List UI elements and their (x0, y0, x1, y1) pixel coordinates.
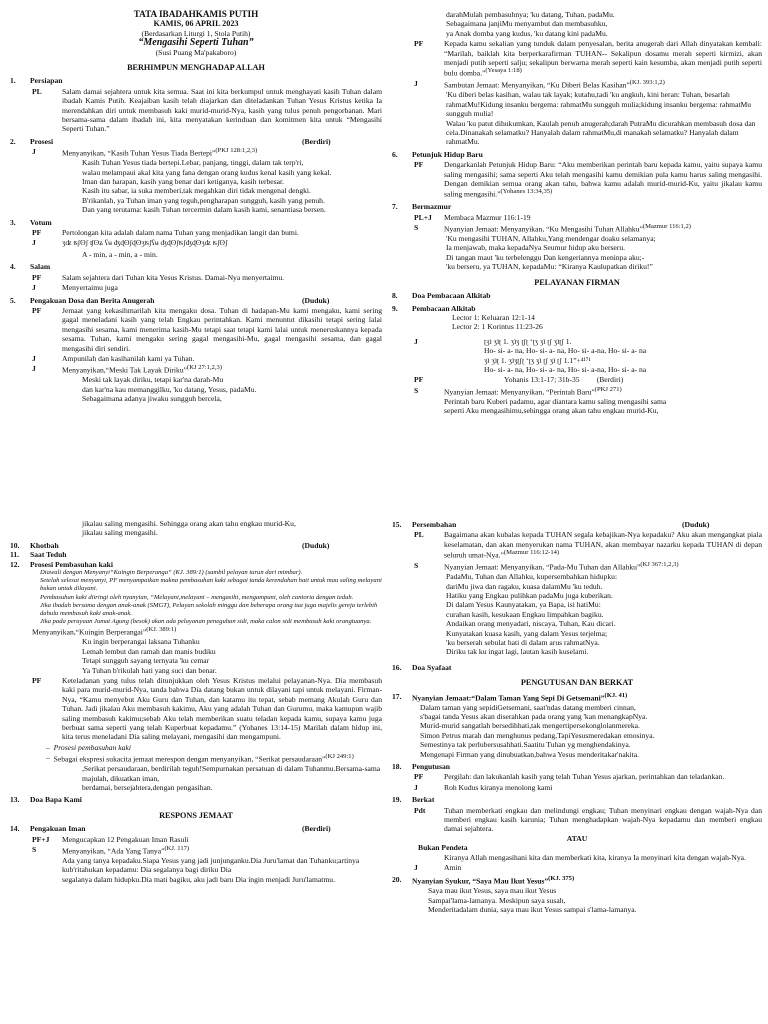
item-saat-teduh: 11. Saat Teduh (10, 550, 67, 560)
item-pengakuan-iman: 14. Pengakuan Iman (Berdiri) (10, 824, 331, 834)
item-pengutusan: 18. Pengutusan (392, 761, 450, 771)
liturgy-basis: (Berdasarkan Liturgi 1, Stola Putih) (141, 28, 251, 38)
item-doa-syafaat: 16. Doa Syafaat (392, 662, 452, 672)
item-doa-bapa-kami: 13. Doa Bapa Kami (10, 795, 82, 805)
service-title: TATA IBADAHKAMIS PUTIH (133, 9, 259, 19)
persiapan-text: Salam damai sejahtera untuk kita semua. Saat ini kita berkumpul untuk menghayati kasih Tuhan dalam ibadah Kamis Putih. Keajaiban kasih telah diajarkan dan diteladankan Tuhan Yesus Kristus ketika Ia merendahkan diri untuk membasuh kaki murid-murid-Nya, kasih yang tulus penuh pengorbanan. Mari bersama-sama dalam ibadah ini, kita menyatakan kerinduan dan komitmen kita untuk “Mengasihi Seperti Tuhan.” (62, 86, 382, 134)
item-persiapan: 1. Persiapan (10, 76, 63, 86)
item-persembahan: 15. Persembahan (Duduk) (392, 520, 710, 529)
left-top-column: TATA IBADAHKAMIS PUTIH KAMIS, 06 APRIL 2023 (Berdasarkan Liturgi 1, Stola Putih) “Mengasihi Seperti Tuhan” (Susi Puang Ma'pakaboro) BERHIMPUN MENGHADAP ALLAH 1. Persiapan PL Salam damai sejahtera untuk kita semua. Saat ini kita berkumpul untuk menghayati kasih Tuhan dalam ibadah Kamis Putih. Keajaiban kasih telah diajarkan dan diteladankan Tuhan Yesus Kristus ketika Ia merendahkan diri untuk membasuh kaki murid-murid-Nya, kasih yang tulus penuh pengorbanan. Mari bersama-sama dalam ibadah ini, kita menyatakan kerinduan dan komitmen kita untuk “Mengasihi Seperti Tuhan.” 2. Prosesi (Berdiri) J Menyanyikan, “Kasih Tuhan Yesus Tiada Bertepi”$^{(PKJ 128:1,2,3)}$ Kasih Tuhan Yesus tiada bertepi.Lebar, panjang, tinggi, dalam tak terp'ri, walau melampaui akal kita yang fana dengan orang kudus kenal kasih yang kekal. Iman dan harapan, kasih yang benar dari ketiganya, kasih terbesar. Kasih itu sabar, ia suka memberi,tak megahkan diri tidak mengenal dengki. B'rikanlah, ya Tuhan iman yang teguh,pengharapan sungguh, kasih yang penuh. Dan yang terutama: kasih Tuhan tercermin dalam kasih kami, senantiasa bersen. 3. Votum PF Pertolongan kita adalah dalam nama Tuhan yang menjadikan langit dan bumi. J ʒʣ ʦʃʘʃ ʧʘʑ ʕʉ ʤɖʘʃɖʘʒʦʃʕʉ ʤɖʘʃʦʃʤɖʘʒʣ ʦʃʘʃ A - min, a - min, a - min. 4. Salam PF Salam sejahtera dari Tuhan kita Yesus Kristus. Damai-Nya menyertaimu. J Menyertaimu juga 5. Pengakuan Dosa dan Berita Anugerah (Duduk) PF Jemaat yang kekasihmarilah kita mengaku dosa. Tuhan di hadapan-Mu kami mengaku, kami sering gagal meneladani kasih yang telah Engkau perintahkan. Kami menuntut dikasihi tetapi sering lalai mengasihi sesama, kami menerima kasih-Mu tetapi saat tetapi kami lalai untuk meneruskannya kepada sesama. Tuhan, kami mengaku sering gagal mengasihi-Mu, gagal mengasihi sesama, dan gagal mengasihi diri sendiri. J Ampunilah dan kasihanilah kami ya Tuhan. J Menyanyikan,“Meski Tak Layak Diriku”$^{(KJ 27:1,2,3)}$ Meski tak layak diriku, tetapi kar'na darah-Mu dan kar'na kau memanggilku, 'ku datang, Yesus, padaMu. Sebagaimana adanya jiwaku sungguh bercela, (10, 9, 382, 404)
song-lyrics: PadaMu, Tuhan dan Allahku, kupersembahkan hidupku: dariMu jiwa dan ragaku, kuasa dalamMu 'ku teduh. Hatiku yang Engkau pulihkan padaMu juga kuberikan. Di dalam Yesus Kaunyatakan, ya Bapa, isi hatiMu: curahan kasih, kesukaan Engkau limpahkan bagiku. Andaikan orang menyadari, niscaya, Tuhan, Kau dicari. Kunyatakan kuasa kasih, yang dalam Yesus terjelma; 'ku berserah sebulat hati di dalam arus rahmatNya. Diriku tak ku ingat lagi, lautan kasih kuselami. (446, 572, 618, 657)
song-lyrics: Dalam taman yang sepidiGetsemani, saat'ndas datang memberi cinnan, s'bagai tanda Yesus akan diserahkan pada orang yang 'kan menangkapNya. Murid-murid sangatlah bersedihhati,tak mengertipersekonglolanmereka. Simon Petrus marah dan menghunus pedang,TapiYesusmeredakan emosinya. Semestinya tak perlubersusahhati.Saatitu Tuhan yg menghendakinya. Mengenapi Firman yang dinubuatkan,bahwa Yesus menderitakar'nakita. (420, 702, 655, 759)
song-lyrics: Kasih Tuhan Yesus tiada bertepi.Lebar, panjang, tinggi, dalam tak terp'ri, walau melampaui akal kita yang fana dengan orang kudus kenal kasih yang kekal. Iman dan harapan, kasih yang benar dari ketiganya, kasih terbesar. Kasih itu sabar, ia suka memberi,tak megahkan diri tidak mengenal dengki. B'rikanlah, ya Tuhan iman yang teguh,pengharapan sungguh, kasih yang penuh. Dan yang terutama: kasih Tuhan tercermin dalam kasih kami, senantiasa bersen. (82, 158, 332, 215)
hosiana-notation: ʈʒʇ ʒʇʈ 1. ʒʇʒ ʈʃʈ ‘ʈʒ ʒʇ ʈʃ ʒʇʈʃ 1. Ho- si- a- na, Ho- si- a- na, Ho- si- a-na, Ho- si- a- na ʒʇ ʒʇʈ 1. ʒʇʒʈʃʈ ‘ʈʒ ʒʇ ʈʃ ʒʇ ʈʃ 1.1”+⁴¹⁷¹ Ho- si- a- na, Ho- si- a- na, Ho- si- a-na, Ho- si- a- na (484, 336, 647, 374)
service-theme: “Mengasihi Seperti Tuhan” (138, 37, 254, 49)
item-pengakuan-dosa: 5. Pengakuan Dosa dan Berita Anugerah (Duduk) (10, 295, 330, 305)
song-lyrics: 'Ku diberi belas kasihan, walau tak layak; kutahu,tadi 'ku angkuh, kini heran: Tuhan, besarlah rahmatMu!Kidung insanku bergema: rahmatMu sungguh mulia;kidung insanku bergema: rahmatMu sungguh mulia! Walau 'ku patut dihukumkan, Kaulah penuh anugerah;darah PutraMu dicurahkan membasuh dosa dan cela.Dinanakah selamatku? Hanyalah dalam rahmatMu,di manakah selamatku? Hanyalah dalam rahmatMu. (446, 90, 756, 147)
song-lyrics: Meski tak layak diriku, tetapi kar'na darah-Mu dan kar'na kau memanggilku, 'ku datang, Yesus, padaMu. Sebagaimana adanya jiwaku sungguh bercela, (82, 375, 257, 404)
item-pembacaan: 9. Pembacaan Alkitab (392, 303, 476, 313)
service-date: KAMIS, 06 APRIL 2023 (153, 19, 239, 29)
item-votum: 3. Votum (10, 217, 52, 227)
section-heading: RESPONS JEMAAT (159, 810, 233, 820)
right-top-column: darahMulah pembasuhnya; 'ku datang, Tuhan, padaMu. Sebagaimana janjiMu menyambut dan membasuhku, ya Anak domba yang kudus, 'ku datang kini padaMu. PF Kepada kamu sekalian yang tunduk dalam penyesalan, berita anugerah dari Allah dinyatakan kembali: “Marilah, baiklah kita berperkarafirman TUHAN-- Sekalipun dosamu merah seperti kirmizi, akan menjadi putih seperti salju; sekalipun berwarna merah seperti kain kesumba, akan menjadi putih seperti bulu domba.”$^{(Yesaya 1:18)}$ J Sambutan Jemaat: Menyanyikan, “Ku Diberi Belas Kasihan”$^{(KJ. 393:1,2)}$ 'Ku diberi belas kasihan, walau tak layak; kutahu,tadi 'ku angkuh, kini heran: Tuhan, besarlah rahmatMu!Kidung insanku bergema: rahmatMu sungguh mulia;kidung insanku bergema: rahmatMu sungguh mulia! Walau 'ku patut dihukumkan, Kaulah penuh anugerah;darah PutraMu dicurahkan membasuh dosa dan cela.Dinanakah selamatku? Hanyalah dalam rahmatMu,di manakah selamatku? Hanyalah dalam rahmatMu. 6. Petunjuk Hidup Baru PF Dengarkanlah Petunjuk Hidup Baru: “Aku memberikan perintah baru kepada kamu, yaitu supaya kamu saling mengasihi; sama seperti Aku telah mengasihi kamu demikian pula kamu harus saling mengasihi. Dengan demikian semua orang akan tahu, bahwa kamu adalah murid-murid-Ku, yaitu jikalau kamu saling mengasihi.”$^{(Yohanes 13:34,35)}$ 7. Bermazmur PL+J Membaca Mazmur 116:1-19 S Nyanyian Jemaat: Menyanyikan, “Ku Mengasihi Tuhan Allahku”$^{(Mazmur 116:1,2)}$ 'Ku mengasihi TUHAN, Allahku,Yang mendengar doaku selamanya; Ia menjawab, maka kepadaNya Seumur hidup aku berseru. Di tangan maut 'ku terbelenggu Dan kengeriannya meninpa aku;- 'ku berseru, ya TUHAN, kepadaMu: “Kiranya Kaulupatkan diriku!” PELAYANAN FIRMAN 8. Doa Pembacaan Alkitab 9. Pembacaan Alkitab Lector 1: Keluaran 12:1-14 Lector 2: 1 Korintus 11:23-26 J ʈʒʇ ʒʇʈ 1. ʒʇʒ ʈʃʈ ‘ʈʒ ʒʇ ʈʃ ʒʇʈʃ 1. Ho- si- a- na, Ho- si- a- na, Ho- si- a-na, Ho- si- a- na ʒʇ ʒʇʈ 1. ʒʇʒʈʃʈ ‘ʈʒ ʒʇ ʈʃ ʒʇ ʈʃ 1.1”+⁴¹⁷¹ Ho- si- a- na, Ho- si- a- na, Ho- si- a-na, Ho- si- a- na PF Yohanis 13:1-17; 31b-35 (Berdiri) S Nyanyian Jemaat: Menyanyikan, “Perintah Baru”$^{(PKJ 271)}$ Perintah baru Kuberi padamu, agar diantara kamu saling mengasihi sama seperti Aku mengasihimu,sehingga orang akan tahu engkau murid-Ku, (392, 10, 762, 416)
item-prosesi: 2. Prosesi (Berdiri) (10, 136, 331, 146)
amin-response: A - min, a - min, a - min. (82, 249, 158, 259)
item-bermazmur: 7. Bermazmur (392, 202, 452, 212)
left-bottom-column: jikalau saling mengasihi. Sehingga orang akan tahu engkau murid-Ku, jikalau saling mengasihi. 10. Khotbah (Duduk) 11. Saat Teduh 12. Prosesi Pembasuhan kaki Diawali dengan Menyanyi“Kuingin Berperanga” (KJ. 389:1) (sambil pelayan turun dari mimbar). Setelah selesai menyanyi, PF menyampaikan makna pembasuhan kaki sebagai tanda kerendahan hati untuk mau saling melayani bukan untuk dilayani. Pembasuhan kaki diiringi oleh nyanyian, “Melayani,melayani – mengasihi, mengampuni, oleh cantoria dengan teduh. Jika ibadah bersama dengan anak-anak (SMGT), Pelayan sekolah minggu dan beberapa orang tua juga majelis gereja terlebih dahulu membasuh kaki anak-anak. Jika pada perayaan Jumat Agung (besok) akan ada pelayanan peneguhan sidi, maka calon sidi membasuh kaki orangtuanya. Menyanyikan,“Kuingin Berperangai”$^{(KJ. 389:1)}$ Ku ingin berperangai laksana Tuhanku Lemah lembut dan ramah dan manis budiku Tetapi sungguh sayang ternyata 'ku cemar Ya Tuhan b'rikulah hati yang suci dan benar. PF Keteladanan yang tulus telah ditunjukkan oleh Yesus Kristus melalui pelayanan-Nya. Dia membasuh kaki para murid-murid-Nya, tanda bahwa Dia datang bukan untuk dilayani tapi untuk melayani. Firman-Nya, “Kamu menyebut Aku Guru dan Tuhan, dan katamu itu tepat, sebab memang Akulah Guru dan Tuhan. Jadi jikalau Aku membasuh kakimu, Aku yang adalah Tuhan dan Gurumu, maka kamupun wajib saling membasuh kakimu;sebab Aku telah memberikan suatu teladan kepada kamu, supaya kamu juga berbuat sama seperti yang telah Kuperbuat kepadamu.” (Yohanes 13:14-15) Marilah dalam hidup ini, kita terus meneladani Dia saling melayani, mengasihi dan mengampuni. – Prosesi pembasuhan kaki – Sebagai ekspresi sukacita jemaat merespon dengan menyanyikan, “Serikat persaudaraan”$^{(KJ 249:1)}$ ,Serikat persaudaraan, berdirilah teguh!Sempurnakan persatuan di dalam Tuhanmu.Bersama-sama majulah, dikuatkan iman, berdamai, bersejahtera,dengan pengasihan. 13. Doa Bapa Kami RESPONS JEMAAT 14. Pengakuan Iman (Berdiri) PF+J Mengucapkan 12 Pengakuan Iman Rasuli S Menyanyikan, “Ada Yang Tanya”$^{(KJ. 117)}$ Ada yang tanya kepadaku.Siapa Yesus yang jadi junjunganku.Dia Juru'lamat dan Tuhanku;artinya kub'ritahukan kepadamu: Dia segalanya bagi diriku Dia segalanya dalam hidupku.Dia mati bagiku, aku jadi baru Dia ingin menjadi Juru'lamatmu. (10, 519, 382, 884)
item-khotbah: 10. Khotbah (Duduk) (10, 540, 330, 550)
item-nyanyian-syukur: 20. Nyanyian Syukur, “Saya Mau Ikut Yesus”$^{(KJ. 375)}$ (392, 875, 575, 886)
item-berkat: 19. Berkat (392, 795, 435, 805)
item-nyanyian-getsemani: 17. Nyanyian Jemaat:“Dalam Taman Yang Sepi Di Getsemani”$^{(KJ. 41)}$ (392, 691, 628, 703)
song-lyrics: Perintah baru Kuberi padamu, agar diantara kamu saling mengasihi sama seperti Aku mengasihimu,sehingga orang akan tahu engkau murid-Ku, (444, 396, 667, 416)
item-petunjuk: 6. Petunjuk Hidup Baru (392, 149, 483, 159)
atau-label: ATAU (566, 833, 588, 843)
author: (Susi Puang Ma'pakaboro) (155, 47, 237, 57)
song-lyrics: Ku ingin berperangai laksana Tuhanku Lemah lembut dan ramah dan manis budiku Tetapi sungguh sayang ternyata 'ku cemar Ya Tuhan b'rikulah hati yang suci dan benar. (82, 637, 217, 675)
section-heading: PELAYANAN FIRMAN (534, 277, 620, 287)
item-doa-alkitab: 8. Doa Pembacaan Alkitab (392, 291, 491, 301)
music-notation: ʒʣ ʦʃʘʃ ʧʘʑ ʕʉ ʤɖʘʃɖʘʒʦʃʕʉ ʤɖʘʃʦʃʤɖʘʒʣ ʦʃʘʃ (62, 238, 228, 248)
right-bottom-column: 15. Persembahan (Duduk) PL Bagaimana akan kubalas kepada TUHAN segala kebajikan-Nya kepadaku? Aku akan mengangkat piala keselamatan, dan akan menyerukan nama TUHAN, akan membayar nazarku kepada TUHAN di depan seluruh umat-Nya.”$^{(Mazmur 116:12-14)}$ S Nyanyian Jemaat: Menyanyikan, “Pada-Mu Tuhan dan Allahku”$^{(KJ 367:1,2,3)}$ PadaMu, Tuhan dan Allahku, kupersembahkan hidupku: dariMu jiwa dan ragaku, kuasa dalamMu 'ku teduh. Hatiku yang Engkau pulihkan padaMu juga kuberikan. Di dalam Yesus Kaunyatakan, ya Bapa, isi hatiMu: curahan kasih, kesukaan Engkau limpahkan bagiku. Andaikan orang menyadari, niscaya, Tuhan, Kau dicari. Kunyatakan kuasa kasih, yang dalam Yesus terjelma; 'ku berserah sebulat hati di dalam arus rahmatNya. Diriku tak ku ingat lagi, lautan kasih kuselami. 16. Doa Syafaat PENGUTUSAN DAN BERKAT 17. Nyanyian Jemaat:“Dalam Taman Yang Sepi Di Getsemani”$^{(KJ. 41)}$ Dalam taman yang sepidiGetsemani, saat'ndas datang memberi cinnan, s'bagai tanda Yesus akan diserahkan pada orang yang 'kan menangkapNya. Murid-murid sangatlah bersedihhati,tak mengertipersekonglolanmereka. Simon Petrus marah dan menghunus pedang,TapiYesusmeredakan emosinya. Semestinya tak perlubersusahhati.Saatitu Tuhan yg menghendakinya. Mengenapi Firman yang dinubuatkan,bahwa Yesus menderitakar'nakita. 18. Pengutusan PF Pergilah: dan lakukanlah kasih yang telah Tuhan Yesus ajarkan, perintahkan dan teladankan. J Roh Kudus kiranya menolong kami 19. Berkat Pdt Tuhan memberkati engkau dan melindungi engkau; Tuhan menyinari engkau dengan wajah-Nya dan memberi engkau kasih karunia; Tuhan menghadapkan wajah-Nya kepadamu dan memberi engkau damai sejahtera. ATAU Bukan Pendeta Kiranya Allah mengasihani kita dan memberkati kita, kiranya Ia menyinari kita dengan wajah-Nya. J Amin 20. Nyanyian Syukur, “Saya Mau Ikut Yesus”$^{(KJ. 375)}$ Saya mau ikut Yesus, saya mau ikut Yesus Sampai'lama-lamanya. Meskipun saya susah, Menderitadalam dunia, saya mau ikut Yesus sampai s'lama-lamanya. (392, 520, 762, 915)
item-pembasuhan: 12. Prosesi Pembasuhan kaki (10, 559, 113, 569)
song-lyrics: 'Ku mengasihi TUHAN, Allahku,Yang mendengar doaku selamanya; Ia menjawab, maka kepadaNya Seumur hidup aku berseru. Di tangan maut 'ku terbelenggu Dan kengeriannya meninpa aku;- 'ku berseru, ya TUHAN, kepadaMu: “Kiranya Kaulupatkan diriku!” (446, 234, 656, 272)
song-lyrics: Ada yang tanya kepadaku.Siapa Yesus yang jadi junjunganku.Dia Juru'lamat dan Tuhanku;artinya kub'ritahukan kepadamu: Dia segalanya bagi diriku Dia segalanya dalam hidupku.Dia mati bagiku, aku jadi baru Dia ingin menjadi Juru'lamatmu. (62, 855, 360, 884)
section-heading: BERHIMPUN MENGHADAP ALLAH (127, 63, 265, 73)
section-heading: PENGUTUSAN DAN BERKAT (520, 678, 634, 688)
item-salam: 4. Salam (10, 262, 51, 272)
rubric-notes: Diawali dengan Menyanyi“Kuingin Berperanga” (KJ. 389:1) (sambil pelayan turun dari mimbar). Setelah selesai menyanyi, PF menyampaikan makna pembasuhan kaki sebagai tanda kerendahan hati untuk mau saling melayani bukan untuk dilayani. Pembasuhan kaki diiringi oleh nyanyian, “Melayani,melayani – mengasihi, mengampuni, oleh cantoria dengan teduh. Jika ibadah bersama dengan anak-anak (SMGT), Pelayan sekolah minggu dan beberapa orang tua juga majelis gereja terlebih dahulu membasuh kaki anak-anak. Jika pada perayaan Jumat Agung (besok) akan ada pelayanan peneguhan sidi, maka calon sidi membasuh kaki orangtuanya. (40, 569, 382, 626)
song-lyrics: Saya mau ikut Yesus, saya mau ikut Yesus Sampai'lama-lamanya. Meskipun saya susah, Menderitadalam dunia, saya mau ikut Yesus sampai s'lama-lamanya. (428, 886, 637, 915)
song-lyrics: ,Serikat persaudaraan, berdirilah teguh!Sempurnakan persatuan di dalam Tuhanmu.Bersama-sama majulah, dikuatkan iman, berdamai, bersejahtera,dengan pengasihan. (82, 764, 381, 793)
